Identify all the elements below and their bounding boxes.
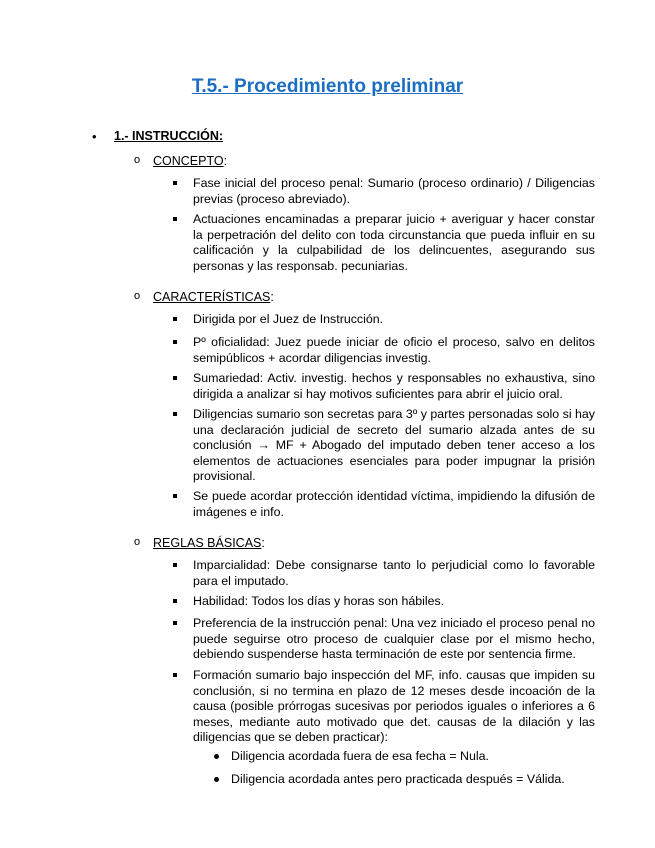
subsection-label: CARACTERÍSTICAS — [153, 290, 271, 304]
list-item — [193, 489, 595, 520]
list-item — [193, 558, 595, 589]
hollow-bullet-icon: o — [134, 536, 141, 548]
square-bullet-icon — [173, 217, 177, 221]
document-title: T.5.- Procedimiento preliminar — [191, 76, 464, 97]
list-item-text: Imparcialidad: Debe consignarse tanto lo perjudicial como lo favorable para el imputado. — [193, 558, 595, 588]
list-item — [193, 335, 595, 366]
subsection-label: REGLAS BÁSICAS — [153, 536, 262, 550]
list-item-text: Diligencias sumario son secretas para 3º y partes personadas solo si hay una declaración judicial de secreto del sumario alzada antes de su conclusión → MF + Abogado del imputado deben tener acceso a los elementos de actuaciones esenciales para poder impugnar la prisión provisional. — [193, 407, 595, 484]
section-heading — [0, 129, 655, 147]
list-item-text: Habilidad: Todos los días y horas son hábiles. — [193, 594, 445, 608]
square-bullet-icon — [173, 181, 177, 185]
square-bullet-icon — [173, 673, 177, 677]
hollow-bullet-icon: o — [134, 290, 141, 302]
dot-bullet-icon — [214, 777, 219, 782]
hollow-bullet-icon: o — [134, 154, 141, 166]
sub-list-item — [231, 772, 611, 788]
square-bullet-icon — [173, 563, 177, 567]
subsection-suffix: : — [261, 536, 265, 550]
square-bullet-icon — [173, 599, 177, 603]
list-item — [193, 668, 595, 746]
sub-list-item-text: Diligencia acordada antes pero practicada después = Válida. — [231, 772, 565, 786]
list-item — [193, 407, 595, 485]
list-item-text: Pº oficialidad: Juez puede iniciar de oficio el proceso, salvo en delitos semipúblicos + acordar diligencias investig. — [193, 335, 595, 365]
square-bullet-icon — [173, 376, 177, 380]
subsection-heading-caracteristicas — [0, 290, 655, 308]
list-item-text: Formación sumario bajo inspección del MF, info. causas que impiden su conclusión, si no termina en plazo de 12 meses desde incoación de la causa (posible prórrogas sucesivas por periodos iguales o inferiores a 6 meses, mediante auto motivado que det. causas de la dilación y las diligencias que se deben practicar): — [193, 668, 595, 745]
list-item — [193, 312, 595, 328]
subsection-suffix: : — [223, 154, 228, 168]
square-bullet-icon — [173, 621, 177, 625]
square-bullet-icon — [173, 494, 177, 498]
list-item-text: Actuaciones encaminadas a preparar juicio + averiguar y hacer constar la perpetración del delito con toda circunstancia que pueda influir en su calificación y la culpabilidad de los delincuentes, asegurando sus personas y las responsab. pecuniarias. — [193, 212, 595, 273]
square-bullet-icon — [173, 412, 177, 416]
list-item-text: Sumariedad: Activ. investig. hechos y responsables no exhaustiva, sino dirigida a analizar si hay motivos suficientes para abrir el juicio oral. — [193, 371, 595, 401]
sub-list-item — [231, 749, 611, 765]
square-bullet-icon — [173, 340, 177, 344]
list-item-text: Dirigida por el Juez de Instrucción. — [193, 312, 384, 326]
square-bullet-icon — [173, 317, 177, 321]
sub-list-item-text: Diligencia acordada fuera de esa fecha = Nula. — [231, 749, 489, 763]
bullet-icon: • — [92, 129, 97, 144]
dot-bullet-icon — [214, 754, 219, 759]
list-item — [193, 616, 595, 663]
list-item-text: Se puede acordar protección identidad víctima, impidiendo la difusión de imágenes e info. — [193, 489, 595, 519]
list-item-text: Fase inicial del proceso penal: Sumario (proceso ordinario) / Diligencias previas (proceso abreviado). — [193, 176, 595, 206]
list-item — [193, 176, 595, 207]
list-item-text: Preferencia de la instrucción penal: Una vez iniciado el proceso penal no puede seguirse otro proceso de cualquier clase por el mismo hecho, debiendo suspenderse hasta terminación de este por sentencia firme. — [193, 616, 595, 662]
section-instruccion — [0, 129, 655, 147]
list-item — [193, 212, 595, 274]
subsection-heading-concepto — [0, 154, 655, 172]
subsection-suffix: : — [270, 290, 274, 304]
subsection-label: CONCEPTO — [153, 154, 224, 168]
subsection-heading-reglas-basicas — [0, 536, 655, 554]
section-heading-label: 1.- INSTRUCCIÓN: — [114, 129, 224, 143]
list-item — [193, 371, 595, 402]
list-item — [193, 594, 595, 610]
